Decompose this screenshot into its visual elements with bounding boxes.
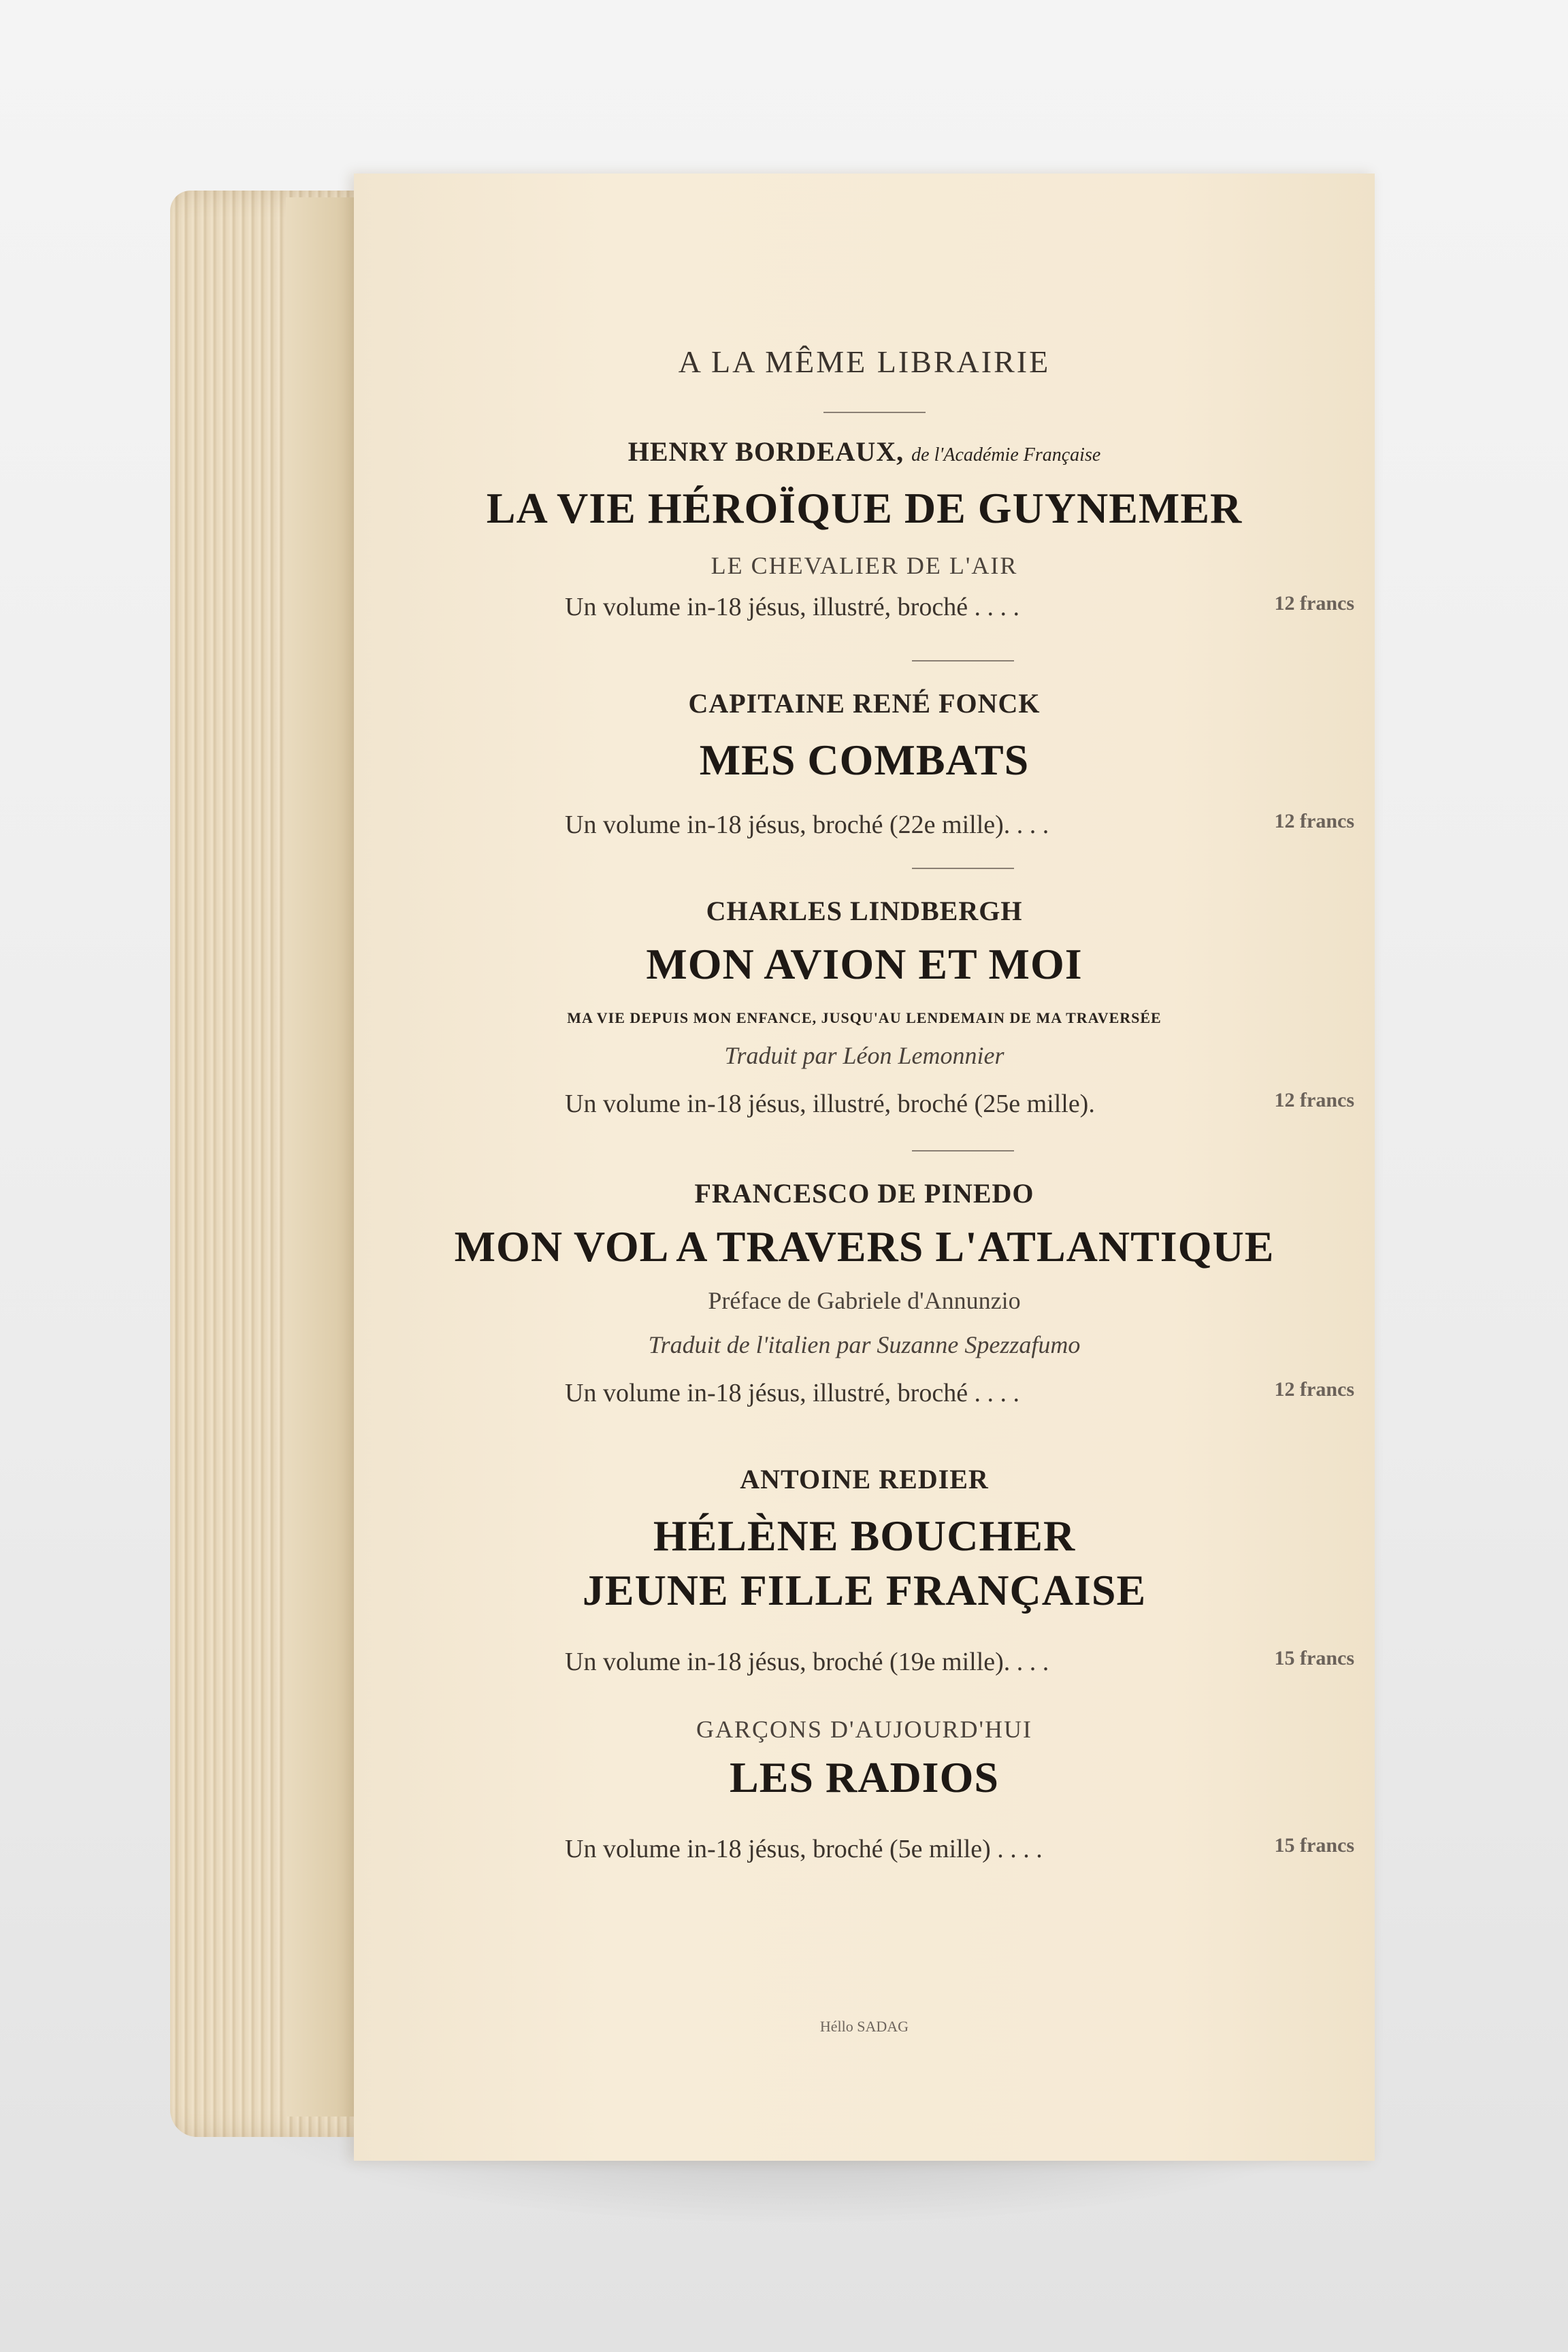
price: 12 francs [1274,1378,1354,1401]
author-affiliation: de l'Académie Française [911,444,1101,466]
format-text: Un volume in-18 jésus, broché (22e mille). . . . [565,811,1049,839]
book-title: MON AVION ET MOI [646,940,1083,988]
book-title: HÉLÈNE BOUCHER [653,1512,1076,1560]
book-author: CHARLES LINDBERGH [706,896,1023,926]
book-price-line [565,1378,1354,1408]
divider [823,412,926,413]
spine-shade [286,197,361,2117]
book-author: FRANCESCO DE PINEDO [694,1178,1034,1209]
price: 15 francs [1274,1647,1354,1669]
book-preface: Préface de Gabriele d'Annunzio [708,1287,1021,1314]
book-author: CAPITAINE RENÉ FONCK [688,688,1041,719]
book-subtitle: LE CHEVALIER DE L'AIR [710,552,1018,579]
book-title: LES RADIOS [730,1753,999,1801]
author-name: HENRY BORDEAUX, [627,436,904,467]
book-price-line [565,592,1354,622]
book-title: MON VOL A TRAVERS L'ATLANTIQUE [454,1222,1275,1271]
book-author: ANTOINE REDIER [740,1464,989,1494]
catalog-header: A LA MÊME LIBRAIRIE [678,344,1051,379]
book-translator: Traduit par Léon Lemonnier [724,1042,1004,1069]
back-cover [354,174,1375,2161]
price: 15 francs [1274,1834,1354,1857]
book-price-line [565,1089,1354,1119]
book-price-line [565,810,1354,840]
book-price-line [565,1834,1354,1864]
book-title: MES COMBATS [699,736,1030,784]
format-text: Un volume in-18 jésus, illustré, broché . . . . [565,1379,1020,1407]
divider [912,868,1014,869]
divider [912,1150,1014,1152]
book-series: GARÇONS D'AUJOURD'HUI [696,1716,1032,1743]
format-text: Un volume in-18 jésus, illustré, broché . . . . [565,593,1020,621]
format-text: Un volume in-18 jésus, illustré, broché (25e mille). [565,1090,1095,1118]
price: 12 francs [1274,1089,1354,1111]
book-title: LA VIE HÉROÏQUE DE GUYNEMER [486,484,1243,532]
format-text: Un volume in-18 jésus, broché (19e mille). . . . [565,1648,1049,1676]
book-author [354,436,1375,468]
price: 12 francs [1274,592,1354,615]
format-text: Un volume in-18 jésus, broché (5e mille) . . . . [565,1835,1043,1863]
price: 12 francs [1274,810,1354,832]
printer-imprint: Héllo SADAG [819,2018,909,2035]
book-subtitle: MA VIE DEPUIS MON ENFANCE, JUSQU'AU LENDEMAIN DE MA TRAVERSÉE [567,1009,1162,1026]
book-translator: Traduit de l'italien par Suzanne Spezzafumo [648,1331,1081,1358]
book-price-line [565,1647,1354,1677]
book-title-line2: JEUNE FILLE FRANÇAISE [582,1566,1147,1614]
divider [912,660,1014,662]
